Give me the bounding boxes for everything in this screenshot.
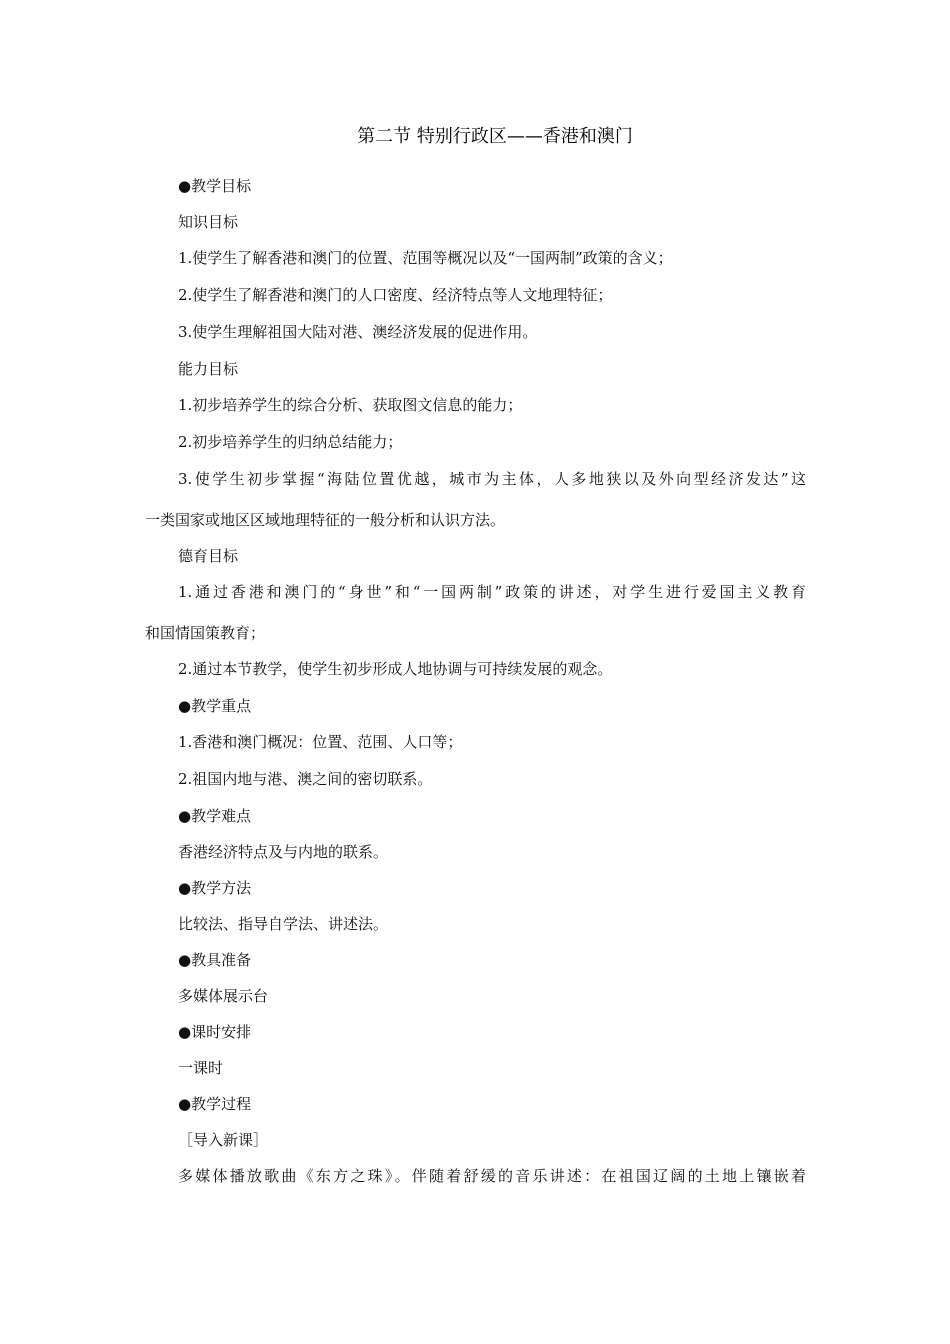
section-heading-difficulties: ●教学难点 [178,807,252,825]
knowledge-goal-2: 2.使学生了解香港和澳门的人口密度、经济特点等人文地理特征； [178,286,613,304]
knowledge-goal-3: 3.使学生理解祖国大陆对港、澳经济发展的促进作用。 [178,323,538,341]
introduction-text-line-1: 多媒体播放歌曲《东方之珠》。伴随着舒缓的音乐讲述：在祖国辽阔的土地上镶嵌着 [178,1167,806,1185]
subheading-knowledge-goals: 知识目标 [178,213,239,231]
moral-goal-1-line-1: 1.通过香港和澳门的“身世”和“一国两制”政策的讲述，对学生进行爱国主义教育 [178,583,806,601]
section-heading-materials: ●教具准备 [178,951,252,969]
ability-goal-2: 2.初步培养学生的归纳总结能力； [178,433,403,451]
knowledge-goal-1: 1.使学生了解香港和澳门的位置、范围等概况以及“一国两制”政策的含义； [178,249,673,267]
section-heading-process: ●教学过程 [178,1095,252,1113]
difficulty-text: 香港经济特点及与内地的联系。 [178,843,389,861]
subheading-moral-goals: 德育目标 [178,547,239,565]
section-heading-methods: ●教学方法 [178,879,252,897]
ability-goal-3-line-1: 3.使学生初步掌握“海陆位置优越，城市为主体，人多地狭以及外向型经济发达”这 [178,470,806,488]
subheading-introduction: ［导入新课］ [178,1131,269,1149]
materials-text: 多媒体展示台 [178,987,269,1005]
key-point-1: 1.香港和澳门概况：位置、范围、人口等； [178,733,463,751]
subheading-ability-goals: 能力目标 [178,360,239,378]
section-heading-key-points: ●教学重点 [178,697,252,715]
section-heading-schedule: ●课时安排 [178,1023,252,1041]
moral-goal-1-line-2: 和国情国策教育； [145,624,266,642]
page-title: 第二节 特别行政区——香港和澳门 [357,126,633,147]
section-heading-teaching-goals: ●教学目标 [178,177,252,195]
ability-goal-3-line-2: 一类国家或地区区域地理特征的一般分析和认识方法。 [145,511,506,529]
schedule-text: 一课时 [178,1059,224,1077]
key-point-2: 2.祖国内地与港、澳之间的密切联系。 [178,770,433,788]
moral-goal-2: 2.通过本节教学，使学生初步形成人地协调与可持续发展的观念。 [178,660,613,678]
methods-text: 比较法、指导自学法、讲述法。 [178,915,389,933]
ability-goal-1: 1.初步培养学生的综合分析、获取图文信息的能力； [178,396,523,414]
